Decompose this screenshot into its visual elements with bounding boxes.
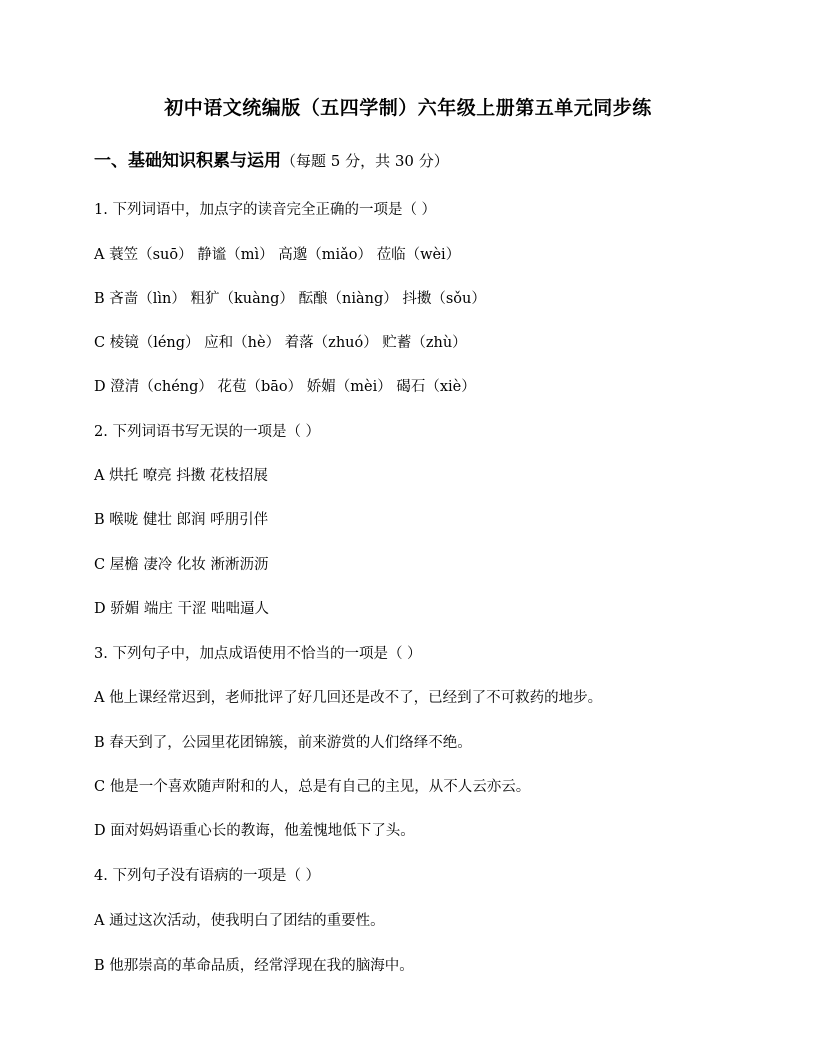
section-heading: [94, 150, 449, 172]
question-1-option-b: B 吝啬（lìn） 粗犷（kuàng） 酝酿（niàng） 抖擞（sǒu）: [94, 291, 486, 307]
question-3-stem: 3. 下列句子中，加点成语使用不恰当的一项是（ ）: [94, 646, 422, 662]
question-2-option-b: B 喉咙 健壮 郎润 呼朋引伴: [94, 512, 269, 528]
question-4-stem: 4. 下列句子没有语病的一项是（ ）: [94, 868, 321, 884]
question-3-option-b: B 春天到了，公园里花团锦簇，前来游赏的人们络绎不绝。: [94, 735, 472, 751]
question-1-option-a: A 蓑笠（suō） 静谧（mì） 高邈（miǎo） 莅临（wèi）: [94, 247, 461, 263]
question-2-stem: 2. 下列词语书写无误的一项是（ ）: [94, 424, 321, 440]
section-heading-text: 一、基础知识积累与运用: [94, 151, 281, 171]
question-4-option-b: B 他那崇高的革命品质，经常浮现在我的脑海中。: [94, 958, 414, 974]
question-4-option-a: A 通过这次活动，使我明白了团结的重要性。: [94, 913, 385, 929]
question-1-option-c: C 棱镜（léng） 应和（hè） 着落（zhuó） 贮蓄（zhù）: [94, 335, 467, 351]
section-score-note: （每题 5 分，共 30 分）: [281, 152, 449, 170]
question-3-option-c: C 他是一个喜欢随声附和的人，总是有自己的主见，从不人云亦云。: [94, 779, 531, 795]
question-1-option-d: D 澄清（chéng） 花苞（bāo） 娇媚（mèi） 碣石（xiè）: [94, 379, 476, 395]
question-3-option-d: D 面对妈妈语重心长的教诲，他羞愧地低下了头。: [94, 823, 415, 839]
question-3-option-a: A 他上课经常迟到，老师批评了好几回还是改不了，已经到了不可救药的地步。: [94, 690, 603, 706]
document-title: 初中语文统编版（五四学制）六年级上册第五单元同步练: [164, 97, 652, 119]
question-2-option-c: C 屋檐 凄冷 化妆 淅淅沥沥: [94, 557, 269, 573]
question-2-option-d: D 骄媚 端庄 干涩 咄咄逼人: [94, 601, 270, 617]
question-1-stem: 1. 下列词语中，加点字的读音完全正确的一项是（ ）: [94, 202, 437, 218]
question-2-option-a: A 烘托 嘹亮 抖擞 花枝招展: [94, 468, 268, 484]
